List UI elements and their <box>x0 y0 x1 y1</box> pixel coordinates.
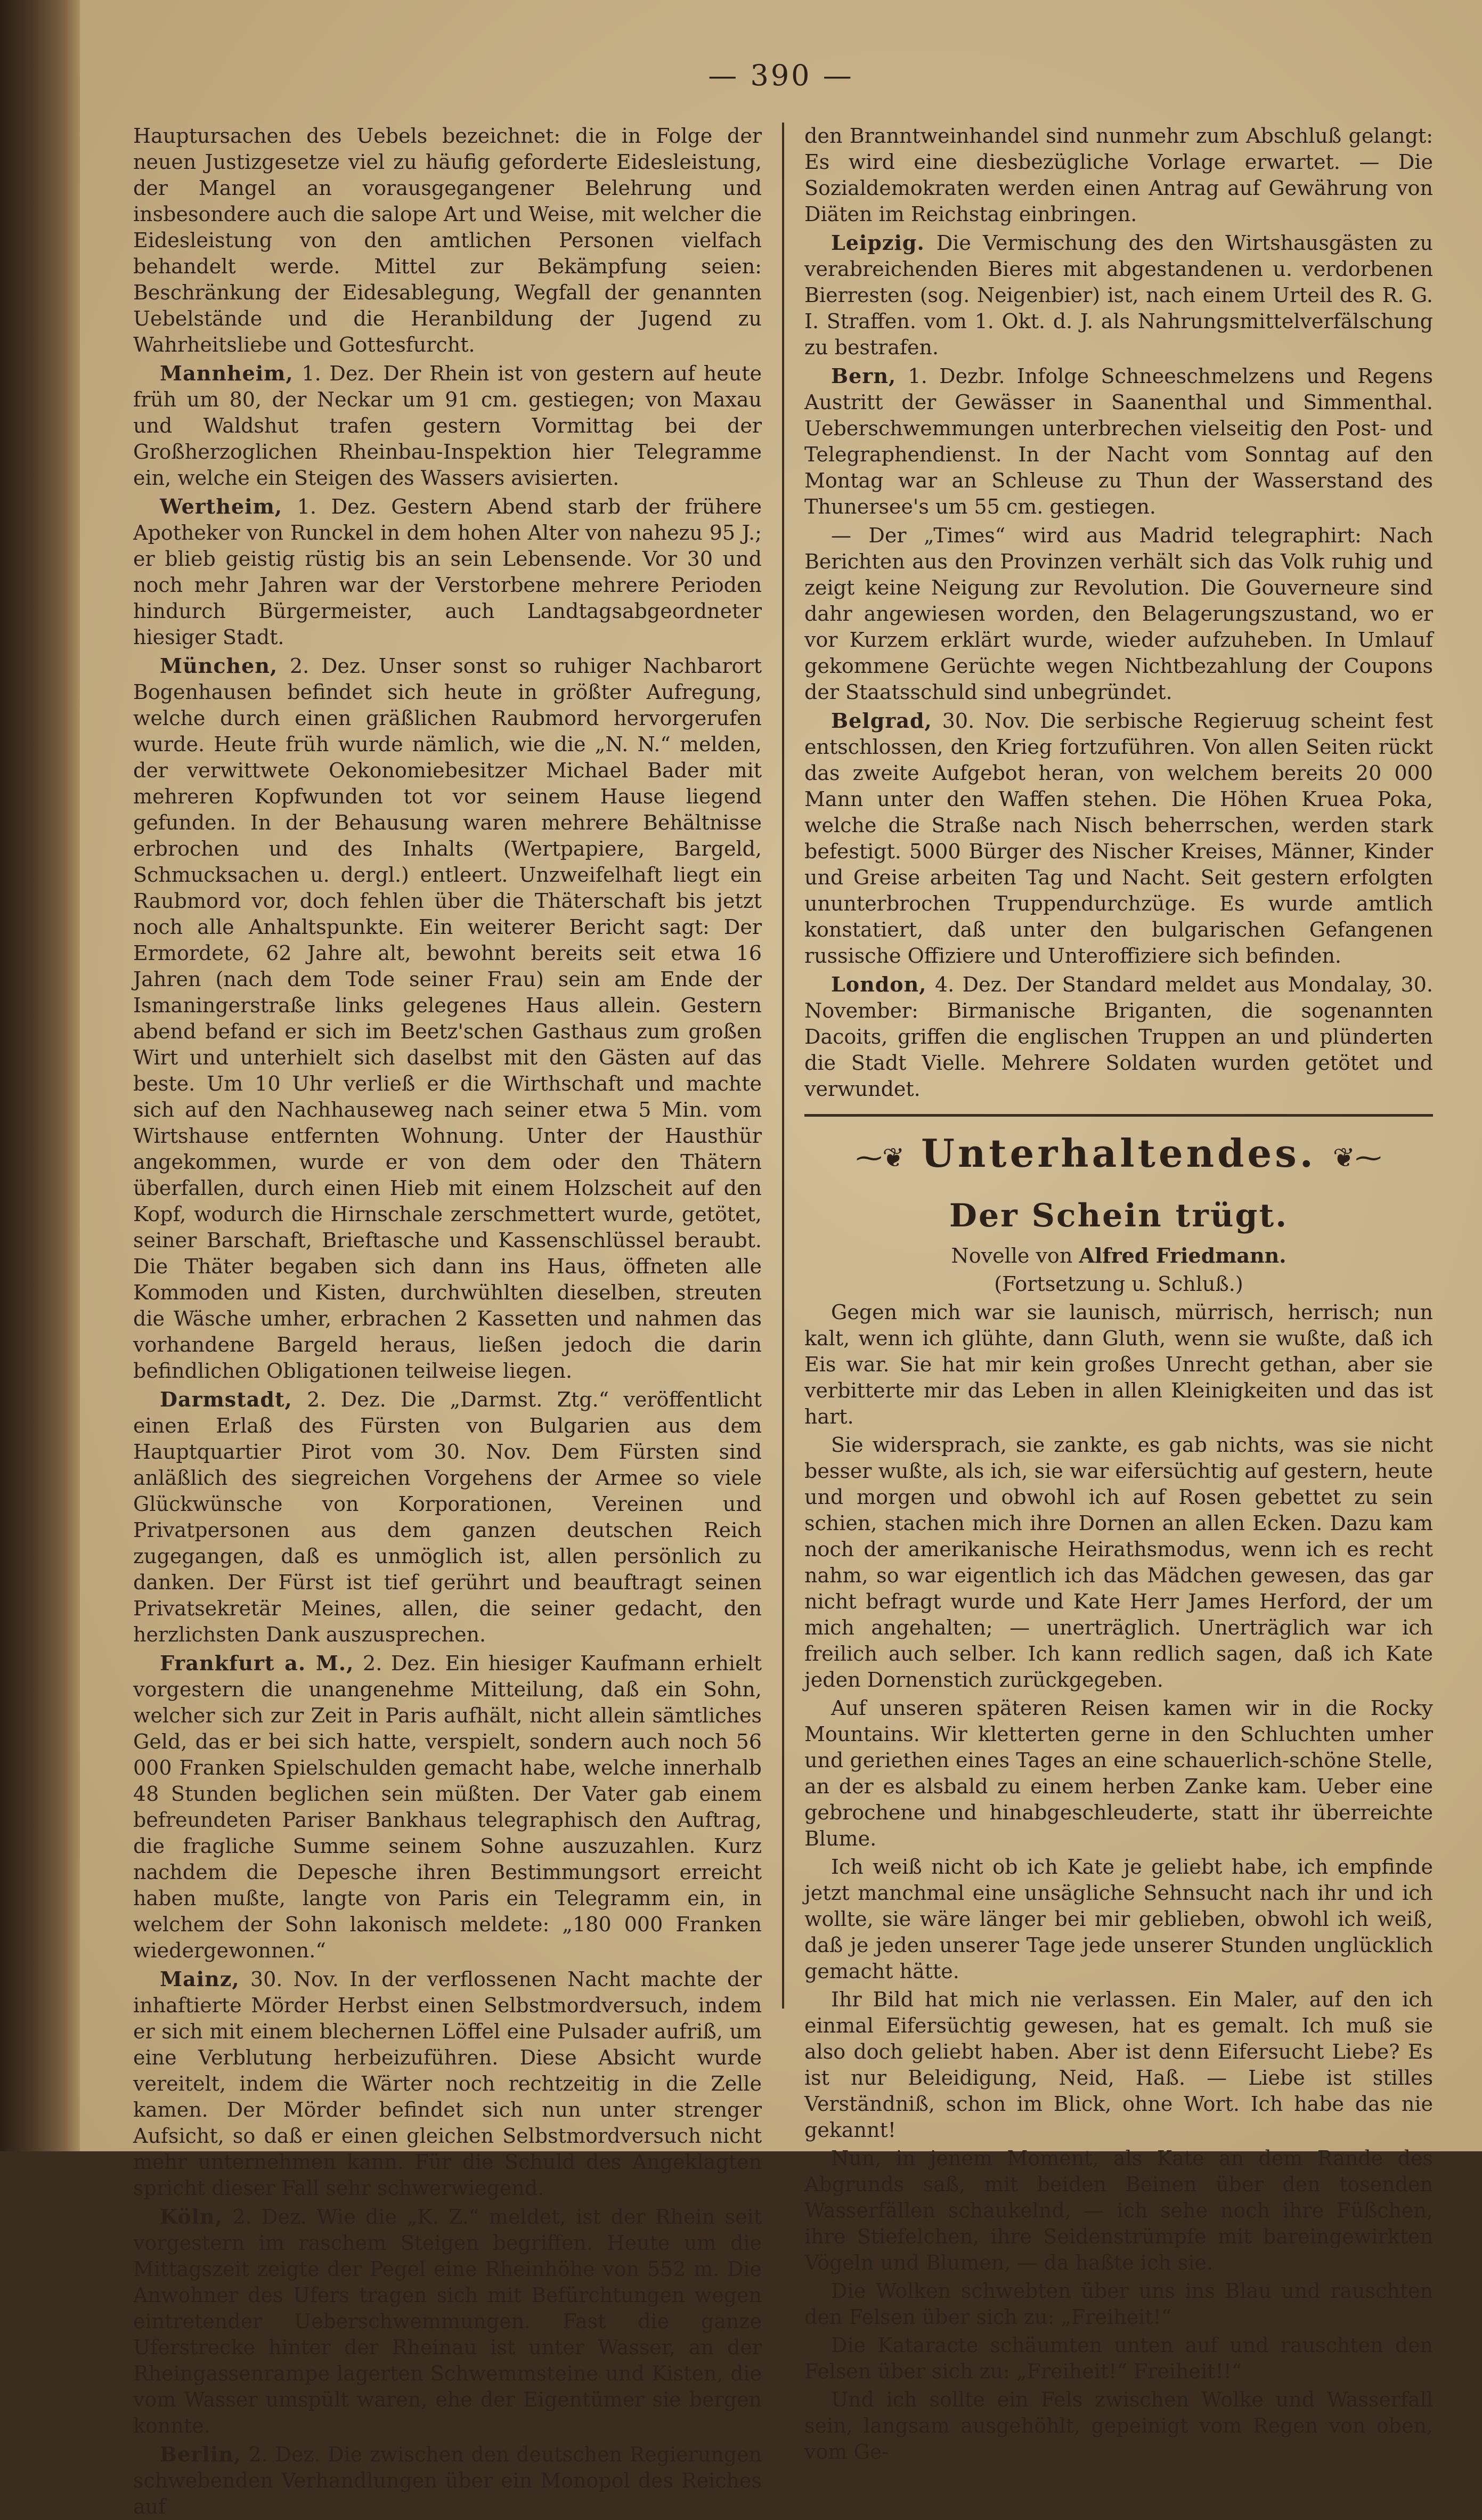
story-paragraph: Auf unseren späteren Reisen kamen wir in die Rocky Mountains. Wir kletterten gerne in den Schluchten umher und geriethen eines Tages an eine schauerlich-schöne Stelle, an der es alsbald zu einem herben Zanke kam. Ueber eine gebrochene und hinabgeschleuderte, statt ihr überreichte Blume. <box>804 1696 1433 1850</box>
news-place: Köln, <box>160 2205 223 2229</box>
news-item: Wertheim, 1. Dez. Gestern Abend starb der frühere Apotheker von Runckel in dem hohen Alter von nahezu 95 J.; er blieb geistig rüstig bis an sein Lebensende. Vor 30 und noch mehr Jahren war der Verstorbene mehrere Perioden hindurch Bürgermeister, auch Landtagsabgeordneter hiesiger Stadt. <box>133 494 762 649</box>
story-continuation: (Fortsetzung u. Schluß.) <box>994 1272 1243 1296</box>
news-item: Berlin, 2. Dez. Die zwischen den deutschen Regierungen schwebenden Verhandlungen über ein Monopol des Reiches auf <box>133 2442 762 2518</box>
story-paragraph: Und ich sollte ein Fels zwischen Wolke und Wasserfall sein, langsam ausgehöhlt, gepeinigt vom Regen von oben, vom Ge- <box>804 2388 1433 2464</box>
news-item: — Der „Times“ wird aus Madrid telegraphirt: Nach Berichten aus den Provinzen verhält sich das Volk ruhig und zeigt keine Neigung zur Revolution. Die Gouverneure sind dahr angewiesen worden, den Belagerungszustand, wo er vor Kurzem erklärt wurde, wieder aufzuheben. In Umlauf gekommene Gerüchte wegen Nichtbezahlung der Coupons der Staatsschuld sind unbegründet. <box>804 524 1433 704</box>
story-paragraph: Die Kataracte schäumten unten auf und rauschten den Felsen über sich zu: „Freiheit!“ Freiheit!!“ <box>804 2334 1433 2383</box>
news-place: Leipzig. <box>831 231 925 255</box>
right-column <box>804 123 1433 2464</box>
story-paragraph: Ich weiß nicht ob ich Kate je geliebt habe, ich empfinde jetzt manchmal eine unsägliche Sehnsucht nach ihr und ich wollte, sie wäre länger bei mir geblieben, obwohl ich weiß, daß je jeden unserer Tage jede unserer Stunden unglücklich gemacht hätte. <box>804 1855 1433 1983</box>
news-place: Frankfurt a. M., <box>160 1651 354 1675</box>
story-paragraph: Sie widersprach, sie zankte, es gab nichts, was sie nicht besser wußte, als ich, sie war eifersüchtig auf gestern, heute und morgen und obwohl ich auf Rosen gebettet zu sein schien, stachen mich ihre Dornen an allen Ecken. Dazu kam noch der amerikanische Heirathsmodus, wenn ich es recht nahm, so war eigentlich ich das Mädchen gewesen, das gar nicht befragt wurde und Kate Herr James Herford, der um mich angehalten; — unerträglich. Unerträglich war ich freilich auch selber. Ich kann redlich sagen, daß ich Kate jeden Dornenstich zurückgegeben. <box>804 1433 1433 1692</box>
page-number: — 390 — <box>708 59 854 92</box>
news-place: Berlin, <box>160 2442 242 2466</box>
news-item: Frankfurt a. M., 2. Dez. Ein hiesiger Kaufmann erhielt vorgestern die unangenehme Mitteilung, daß ein Sohn, welcher sich zur Zeit in Paris aufhält, nicht allein sämtliches Geld, das er bei sich hatte, verspielt, sondern auch noch 56 000 Franken Spielschulden gemacht habe, welche innerhalb 48 Stunden beglichen sein müßten. Der Vater gab einem befreundeten Pariser Bankhaus telegraphisch den Auftrag, die fragliche Summe seinem Sohne auszuzahlen. Kurz nachdem die Depesche ihren Bestimmungsort erreicht haben mußte, langte von Paris ein Telegramm ein, in welchem der Sohn lakonisch meldete: „180 000 Franken wiedergewonnen.“ <box>133 1651 762 1962</box>
section-divider <box>804 1114 1433 1117</box>
news-place: Darmstadt, <box>160 1387 292 1411</box>
news-item: London, 4. Dez. Der Standard meldet aus Mondalay, 30. November: Birmanische Briganten, die sogenannten Dacoits, griffen die englischen Truppen an und plünderten die Stadt Vielle. Mehrere Soldaten wurden getötet und verwundet. <box>804 972 1433 1101</box>
story-byline: Novelle von Alfred Friedmann. <box>951 1243 1286 1267</box>
news-item: Hauptursachen des Uebels bezeichnet: die in Folge der neuen Justizgesetze viel zu häufig geforderte Eidesleistung, der Mangel an vorausgegangener Belehrung und insbesondere auch die salope Art und Weise, mit welcher die Eidesleistung von den amtlichen Personen vielfach behandelt werde. Mittel zur Bekämpfung seien: Beschränkung der Eidesablegung, Wegfall der genannten Uebelstände und die Heranbildung der Jugend zu Wahrheitsliebe und Gottesfurcht. <box>133 124 762 356</box>
news-place: München, <box>160 654 278 678</box>
newspaper-page <box>80 0 1482 2518</box>
news-place: London, <box>831 972 927 996</box>
story-author: Alfred Friedmann. <box>1079 1243 1286 1267</box>
news-item: München, 2. Dez. Unser sonst so ruhiger Nachbarort Bogenhausen befindet sich heute in größter Aufregung, welche durch einen gräßlichen Raubmord hervorgerufen wurde. Heute früh wurde nämlich, wie die „N. N.“ melden, der verwittwete Oekonomiebesitzer Michael Bader mit mehreren Kopfwunden tot vor seinem Hause liegend gefunden. In der Behausung waren mehrere Behältnisse erbrochen und des Inhalts (Wertpapiere, Bargeld, Schmucksachen u. dergl.) entleert. Unzweifelhaft liegt ein Raubmord vor, doch fehlen über die Thäterschaft bis jetzt noch alle Anhaltspunkte. Ein weiterer Bericht sagt: Der Ermordete, 62 Jahre alt, bewohnt bereits seit etwa 16 Jahren (nach dem Tode seiner Frau) sein am Ende der Ismaningerstraße links gelegenes Haus allein. Gestern abend befand er sich im Beetz'schen Gasthaus zum großen Wirt und unterhielt sich daselbst mit den Gästen auf das beste. Um 10 Uhr verließ er die Wirthschaft und machte sich auf den Nachhauseweg nach seiner etwa 5 Min. vom Wirtshause entfernten Wohnung. Unter der Hausthür angekommen, wurde er von dem oder den Thätern überfallen, durch einen Hieb mit einem Holzscheit auf den Kopf, wodurch die Hirnschale zerschmettert wurde, getötet, seiner Barschaft, Brieftasche und Kassenschlüssel beraubt. Die Thäter begaben sich dann ins Haus, öffneten alle Kommoden und Kisten, durchwühlten dieselben, streuten die Wäsche umher, erbrachen 2 Kassetten und nahmen das vorhandene Bargeld heraus, ließen jedoch die darin befindlichen Obligationen teilweise liegen. <box>133 654 762 1383</box>
story-paragraph: Nun, in jenem Moment, als Kate an dem Rande des Abgrunds saß, mit beiden Beinen über den tosenden Wasserfällen schaukelnd, — ich sehe noch ihre Füßchen, ihre Stiefelchen, ihre Seidenstrümpfe mit bareingewirkten Vögeln und Blumen, — da haßte ich sie. <box>804 2147 1433 2274</box>
news-place: Wertheim, <box>160 494 283 518</box>
news-place: Mannheim, <box>160 361 294 385</box>
news-item: Darmstadt, 2. Dez. Die „Darmst. Ztg.“ veröffentlicht einen Erlaß des Fürsten von Bulgarien aus dem Hauptquartier Pirot vom 30. Nov. Dem Fürsten sind anläßlich des siegreichen Vorgehens der Armee so viele Glückwünsche von Korporationen, Vereinen und Privatpersonen aus dem ganzen deutschen Reich zugegangen, daß es unmöglich ist, allen persönlich zu danken. Der Fürst ist tief gerührt und beauftragt seinen Privatsekretär Meines, allen, die seiner gedacht, den herzlichsten Dank auszusprechen. <box>133 1387 762 1646</box>
column-divider <box>782 123 784 2009</box>
news-place: Belgrad, <box>831 709 932 733</box>
news-place: Mainz, <box>160 1967 240 1991</box>
left-column <box>133 123 762 2518</box>
story-paragraph: Gegen mich war sie launisch, mürrisch, herrisch; nun kalt, wenn ich glühte, dann Gluth, wenn sie wußte, daß ich Eis war. Sie hat mir kein großes Unrecht gethan, aber sie verbitterte mir das Leben in allen Kleinigkeiten und das ist hart. <box>804 1300 1433 1428</box>
story-paragraph: Ihr Bild hat mich nie verlassen. Ein Maler, auf den ich einmal Eifersüchtig gewesen, hat es gemalt. Ich muß sie also doch geliebt haben. Aber ist denn Eifersucht Liebe? Es ist nur Beleidigung, Neid, Haß. — Liebe ist stilles Verständniß, schon im Blick, ohne Wort. Ich habe das nie gekannt! <box>804 1988 1433 2142</box>
story-title: Der Schein trügt. <box>949 1197 1289 1234</box>
news-place: Bern, <box>831 364 897 388</box>
news-item: Belgrad, 30. Nov. Die serbische Regieruug scheint fest entschlossen, den Krieg fortzuführen. Von allen Seiten rückt das zweite Aufgebot heran, von welchem bereits 20 000 Mann unter den Waffen stehen. Die Höhen Kruea Poka, welche die Straße nach Nisch beherrschen, werden stark befestigt. 5000 Bürger des Nischer Kreises, Männer, Kinder und Greise arbeiten Tag und Nacht. Seit gestern erfolgten ununterbrochen Truppendurchzüge. Es wurde amtlich konstatiert, daß unter den bulgarischen Gefangenen russische Offiziere und Unteroffiziere sich befinden. <box>804 709 1433 968</box>
news-item: Mannheim, 1. Dez. Der Rhein ist von gestern auf heute früh um 80, der Neckar um 91 cm. gestiegen; von Maxau und Waldshut trafen gestern Vormittag bei der Großherzoglichen Rheinbau-Inspektion hier Telegramme ein, welche ein Steigen des Wassers avisierten. <box>133 361 762 490</box>
news-item: Mainz, 30. Nov. In der verflossenen Nacht machte der inhaftierte Mörder Herbst einen Selbstmordversuch, indem er sich mit einem blechernen Löffel eine Pulsader aufriß, um eine Verblutung herbeizuführen. Diese Absicht wurde vereitelt, indem die Wärter noch rechtzeitig in die Zelle kamen. Der Mörder befindet sich nun unter strenger Aufsicht, so daß er einen gleichen Selbstmordversuch nicht mehr unternehmen kann. Für die Schuld des Angeklagten spricht dieser Fall sehr schwerwiegend. <box>133 1967 762 2200</box>
flourish-right-icon: ❦⁓ <box>1332 1142 1382 1173</box>
news-item: Köln, 2. Dez. Wie die „K. Z.“ meldet, ist der Rhein seit vorgestern im raschem Steigen begriffen. Heute um die Mittagszeit zeigte der Pegel eine Rheinhöhe von 552 m. Die Anwohner des Ufers tragen sich mit Befürchtungen wegen eintretender Ueberschwemmungen. Fast die ganze Uferstrecke hinter der Rheinau ist unter Wasser, an der Rheingassenrampe lagerten Schwemmsteine und Kisten, die vom Wasser umspült waren, ehe der Eigentümer sie bergen konnte. <box>133 2205 762 2437</box>
story-paragraph: Die Wolken schwebten über uns ins Blau und rauschten den Felsen über sich zu: „Freiheit!“ <box>804 2279 1433 2329</box>
news-item: Leipzig. Die Vermischung des den Wirtshausgästen zu verabreichenden Bieres mit abgestandenen u. verdorbenen Bierresten (sog. Neigenbier) ist, nach einem Urteil des R. G. I. Straffen. vom 1. Okt. d. J. als Nahrungsmittelverfälschung zu bestrafen. <box>804 231 1433 359</box>
news-item: Bern, 1. Dezbr. Infolge Schneeschmelzens und Regens Austritt der Gewässer in Saanenthal und Simmenthal. Ueberschwemmungen unterbrechen vielseitig den Post- und Telegraphendienst. In der Nacht vom Sonntag auf den Montag war an Schleuse zu Thun der Wasserstand des Thunersee's um 55 cm. gestiegen. <box>804 364 1433 518</box>
news-item: den Branntweinhandel sind nunmehr zum Abschluß gelangt: Es wird eine diesbezügliche Vorlage erwartet. — Die Sozialdemokraten werden einen Antrag auf Gewährung von Diäten im Reichstag einbringen. <box>804 124 1433 226</box>
flourish-left-icon: ⁓❦ <box>856 1142 905 1173</box>
section-heading: ⁓❦ Unterhaltendes. ❦⁓ <box>856 1131 1382 1176</box>
book-spine <box>0 0 80 2151</box>
